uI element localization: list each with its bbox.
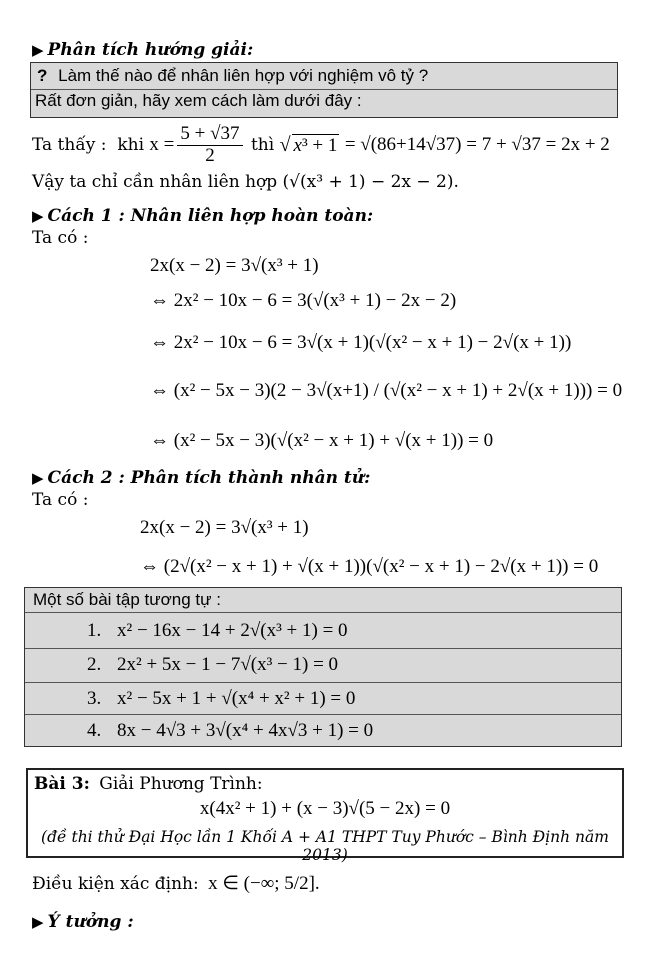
question-box — [30, 62, 618, 118]
exercise-item: 4. 8x − 4√3 + 3√(x⁴ + 4x√3 + 1) = 0 — [87, 720, 374, 741]
method2-taco: Ta có : — [32, 490, 89, 510]
observe-when: khi — [117, 135, 144, 156]
condition-line — [32, 872, 320, 895]
bai3-box — [26, 768, 624, 864]
triangle-bullet-icon: ▶ — [32, 469, 44, 487]
observe-then: thì — [250, 135, 275, 156]
exercises-title: Một số bài tập tương tự : — [33, 590, 221, 609]
root-fraction: $\frac{5 + √37}{2}$ — [177, 124, 242, 167]
triangle-bullet-icon: ▶ — [32, 41, 44, 59]
observe-rhs: = √(86+14√37) = 7 + √37 = 2x + 2 — [344, 134, 610, 156]
method1-line: 2x(x − 2) = 3√(x³ + 1) — [150, 255, 319, 276]
method1-line: ⇔ 2x² − 10x − 6 = 3(√(x³ + 1) − 2x − 2) — [150, 290, 457, 311]
analysis-heading: ▶ Phân tích hướng giải: — [32, 40, 254, 60]
question-mark: ? — [37, 66, 48, 85]
method1-taco: Ta có : — [32, 228, 89, 248]
condition-expr: x ∈ (−∞; 5/2]. — [208, 873, 320, 894]
triangle-bullet-icon: ▶ — [32, 207, 44, 225]
method2-heading: ▶ Cách 2 : Phân tích thành nhân tử: — [32, 468, 371, 488]
triangle-bullet-icon: ▶ — [32, 913, 44, 931]
bai3-title: Giải Phương Trình: — [99, 774, 263, 794]
idea-heading: ▶ Ý tưởng : — [32, 912, 134, 932]
method1-line: ⇔ (x² − 5x − 3)(2 − 3√(x+1) / (√(x² − x + 1) + 2√(x + 1))) = 0 — [150, 380, 623, 401]
method1-line: ⇔ (x² − 5x − 3)(√(x² − x + 1) + √(x + 1)) = 0 — [150, 430, 494, 451]
observe-sqrt-lhs: √ x³ + 1 — [279, 133, 338, 156]
exercise-item: 3. x² − 5x + 1 + √(x⁴ + x² + 1) = 0 — [87, 688, 356, 709]
answer-text: Rất đơn giản, hãy xem cách làm dưới đây : — [35, 91, 362, 110]
method2-line: 2x(x − 2) = 3√(x³ + 1) — [140, 517, 309, 538]
exercise-item: 2. 2x² + 5x − 1 − 7√(x³ − 1) = 0 — [87, 654, 339, 675]
method2-line: ⇔ (2√(x² − x + 1) + √(x + 1))(√(x² − x + 1) − 2√(x + 1)) = 0 — [140, 556, 599, 577]
bai3-source: (đề thi thử Đại Học lần 1 Khối A + A1 THPT Tuy Phước – Bình Định năm 2013) — [41, 828, 609, 864]
method1-line: ⇔ 2x² − 10x − 6 = 3√(x + 1)(√(x² − x + 1) − 2√(x + 1)) — [150, 332, 572, 353]
method1-heading: ▶ Cách 1 : Nhân liên hợp hoàn toàn: — [32, 206, 374, 226]
observe-line — [32, 124, 610, 167]
bai3-equation: x(4x² + 1) + (x − 3)√(5 − 2x) = 0 — [199, 798, 451, 819]
observe-prefix: Ta thấy : — [32, 135, 107, 156]
exercise-item: 1. x² − 16x − 14 + 2√(x³ + 1) = 0 — [87, 620, 348, 641]
condition-label: Điều kiện xác định: — [32, 874, 199, 894]
exercises-box — [24, 587, 622, 747]
question-text: Làm thế nào để nhân liên hợp với nghiệm vô tỷ ? — [58, 66, 429, 85]
observe-conclusion: Vậy ta chỉ cần nhân liên hợp (√(x³ + 1) − 2x − 2). — [32, 172, 459, 192]
observe-x-eq: x = — [149, 134, 175, 156]
bai3-label: Bài 3: — [34, 774, 90, 794]
